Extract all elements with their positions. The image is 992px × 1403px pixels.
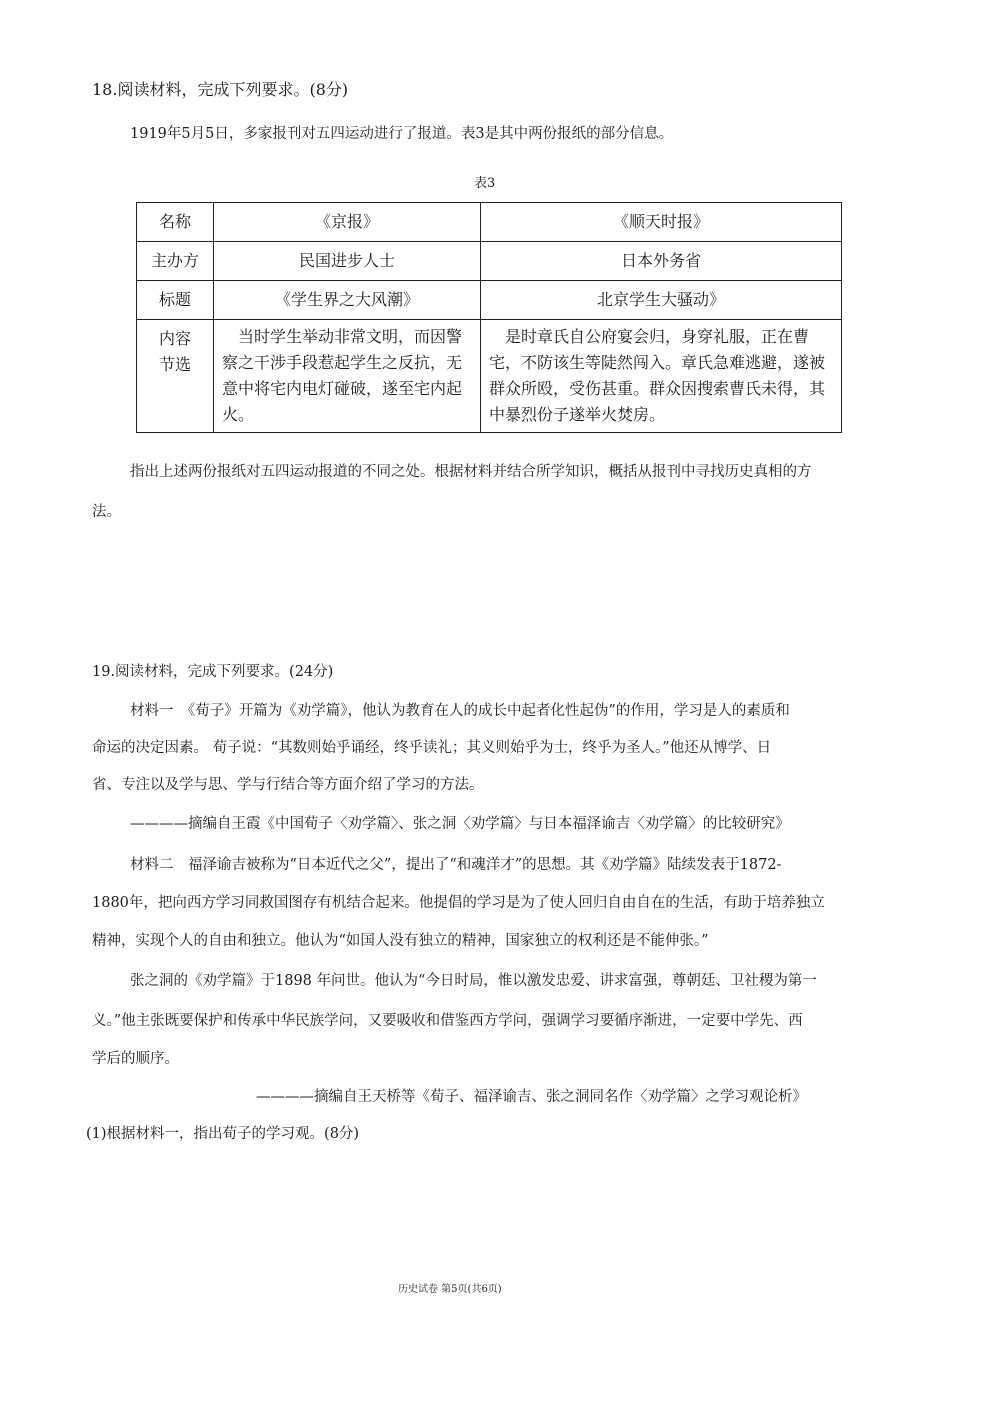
table-row xyxy=(137,281,842,320)
cell-jingbao: 《京报》 xyxy=(214,203,481,242)
content-label-line2: 节选 xyxy=(158,355,191,374)
row-label: 名称 xyxy=(137,203,214,242)
material2-line2: 1880年，把向西方学习同救国图存有机结合起来。他提倡的学习是为了使人回归自由自在的生活，有助于培养独立 xyxy=(92,895,825,911)
material1-line1: 材料一 《荀子》开篇为《劝学篇》，他认为教育在人的成长中起者化性起伪”的作用，学习是人的素质和 xyxy=(130,703,790,719)
cell-shuntian: 日本外务省 xyxy=(481,242,842,281)
table-row xyxy=(137,203,842,242)
content-label-line1: 内容 xyxy=(158,329,191,348)
newspaper-table xyxy=(136,202,842,433)
cell-jingbao: 民国进步人士 xyxy=(214,242,481,281)
page-footer: 历史试卷 第5页(共6页) xyxy=(398,1284,502,1295)
content-jingbao: 当时学生举动非常文明，而因警察之干涉手段惹起学生之反抗，无意中将宅内电灯碰破，遂至宅内起火。 xyxy=(214,320,481,433)
material2-line3: 精神，实现个人的自由和独立。他认为“如国人没有独立的精神，国家独立的权利还是不能伸张。” xyxy=(92,933,709,949)
material2-line6: 学后的顺序。 xyxy=(92,1051,179,1067)
q19-subquestion-1: (1)根据材料一，指出荀子的学习观。(8分) xyxy=(86,1126,360,1142)
material2-source: ————摘编自王天桥等《荀子、福泽谕吉、张之洞同名作〈劝学篇〉之学习观论析》 xyxy=(256,1089,807,1105)
row-label: 主办方 xyxy=(137,242,214,281)
material1-line2: 命运的决定因素。 荀子说：“其数则始乎诵经，终乎读礼；其义则始乎为士，终乎为圣人。”他还从博学、日 xyxy=(92,740,772,756)
material2-line4: 张之洞的《劝学篇》于1898 年问世。他认为“今日时局，惟以激发忠爱、讲求富强，尊朝廷、卫社稷为第一 xyxy=(130,973,817,989)
material1-line3: 省、专注以及学与思、学与行结合等方面介绍了学习的方法。 xyxy=(92,777,484,793)
table-caption: 表3 xyxy=(474,176,496,191)
row-label: 标题 xyxy=(137,281,214,320)
table-row xyxy=(137,242,842,281)
material2-line5: 义。”他主张既要保护和传承中华民族学问，又要吸收和借鉴西方学问，强调学习要循序渐进，一定要中学先、西 xyxy=(92,1013,803,1029)
cell-jingbao: 《学生界之大风潮》 xyxy=(214,281,481,320)
row-label-content xyxy=(137,320,214,433)
q18-question-line2: 法。 xyxy=(92,504,121,520)
cell-shuntian: 北京学生大骚动》 xyxy=(481,281,842,320)
content-shuntian: 是时章氏自公府宴会归，身穿礼服，正在曹宅，不防该生等陡然闯入。章氏急难逃避，遂被群众所殴，受伤甚重。群众因搜索曹氏未得，其中暴烈份子遂举火焚房。 xyxy=(481,320,842,433)
material1-source: ————摘编自王霞《中国荀子〈劝学篇〉、张之洞〈劝学篇〉与日本福泽谕吉〈劝学篇〉的比较研究》 xyxy=(130,816,790,832)
q18-title: 18.阅读材料，完成下列要求。(8分) xyxy=(92,80,349,99)
q18-question-line1: 指出上述两份报纸对五四运动报道的不同之处。根据材料并结合所学知识，概括从报刊中寻找历史真相的方 xyxy=(130,464,812,480)
q19-title: 19.阅读材料，完成下列要求。(24分) xyxy=(92,664,334,680)
q18-intro: 1919年5月5日，多家报刊对五四运动进行了报道。表3是其中两份报纸的部分信息。 xyxy=(130,126,674,142)
material2-line1: 材料二 福泽谕吉被称为“日本近代之父”，提出了“和魂洋才”的思想。其《劝学篇》陆续发表于1872- xyxy=(130,857,782,873)
cell-shuntian: 《顺天时报》 xyxy=(481,203,842,242)
table-row xyxy=(137,320,842,433)
